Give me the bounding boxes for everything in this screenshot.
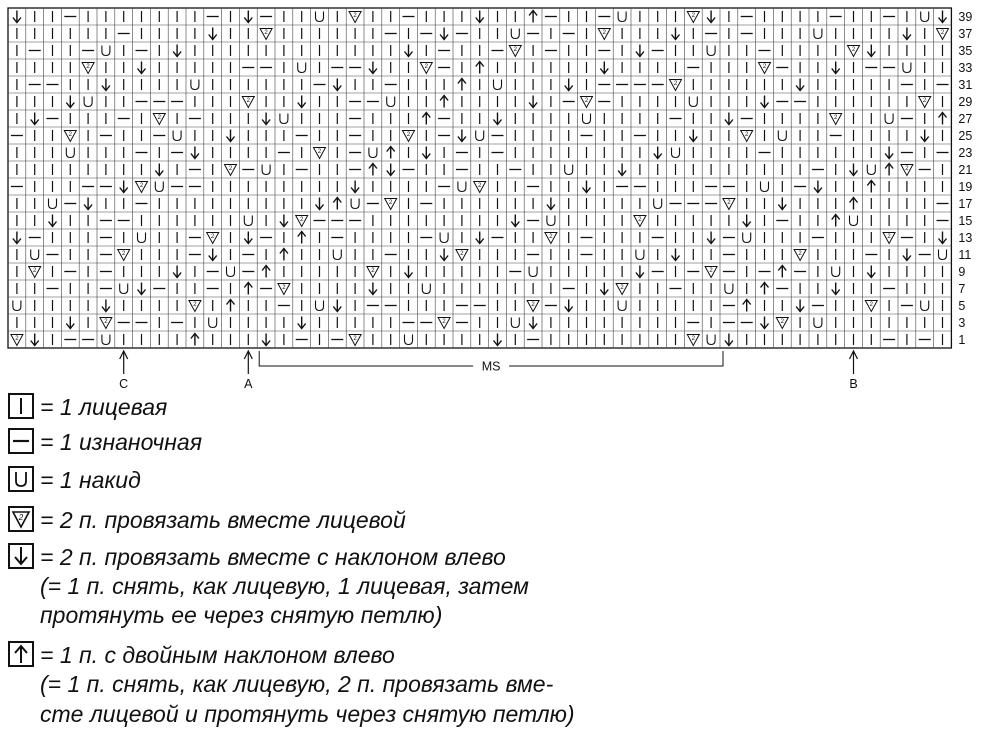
svg-text:2: 2 [798, 251, 802, 257]
legend-ssk-text: = 2 п. провязать вместе с наклоном влево [40, 544, 506, 570]
legend-ssk [8, 543, 506, 571]
legend-ssk-cont-2: протянуть ее через снятую петлю) [40, 602, 443, 628]
svg-text:2: 2 [15, 336, 19, 342]
row-number-label: 15 [958, 214, 973, 228]
legend-purl-text: = 1 изнаночная [40, 429, 202, 455]
svg-text:2: 2 [834, 115, 838, 121]
row-number-label: 17 [958, 197, 973, 211]
double-dec-symbol-icon [8, 641, 34, 667]
ssk-symbol-icon [8, 543, 34, 569]
svg-text:2: 2 [709, 268, 713, 274]
svg-text:2: 2 [762, 64, 767, 70]
svg-text:2: 2 [122, 251, 126, 257]
legend-yarn-over [8, 466, 141, 494]
marker-label: A [244, 377, 253, 391]
svg-text:2: 2 [406, 132, 411, 138]
row-number-label: 11 [958, 248, 972, 262]
row-number-label: 3 [958, 316, 966, 330]
row-number-label: 9 [958, 265, 966, 279]
svg-text:2: 2 [353, 13, 357, 19]
svg-text:2: 2 [531, 302, 535, 308]
row-number-label: 19 [958, 180, 973, 194]
legend-double-dec-cont-1: (= 1 п. снять, как лицевую, 2 п. провязать вме- [40, 671, 554, 697]
svg-text:2: 2 [638, 217, 642, 223]
svg-text:2: 2 [300, 217, 304, 223]
row-number-label: 27 [958, 112, 973, 126]
svg-text:2: 2 [513, 47, 517, 53]
svg-text:2: 2 [602, 30, 606, 36]
legend-knit-text: = 1 лицевая [40, 394, 168, 420]
svg-text:2: 2 [549, 234, 553, 240]
svg-text:2: 2 [745, 132, 749, 138]
legend-ssk-cont-1: (= 1 п. снять, как лицевую, 1 лицевая, затем [40, 573, 529, 599]
svg-text:2: 2 [869, 302, 873, 308]
legend-double-dec-text: = 1 п. с двойным наклоном влево [40, 642, 395, 668]
row-number-label: 25 [958, 129, 973, 143]
svg-text:2: 2 [691, 13, 695, 19]
svg-text:2: 2 [851, 47, 856, 53]
k2tog-symbol-icon [8, 506, 34, 532]
svg-text:2: 2 [584, 98, 589, 104]
legend-yarn-over-text: = 1 накид [40, 467, 141, 493]
svg-text:2: 2 [33, 268, 37, 274]
row-number-label: 37 [958, 27, 973, 41]
svg-text:2: 2 [193, 302, 197, 308]
row-number-label: 33 [958, 61, 973, 75]
svg-text:2: 2 [317, 149, 322, 155]
row-numbers [958, 10, 972, 347]
marker-label: C [119, 377, 129, 391]
svg-text:2: 2 [780, 319, 784, 325]
svg-text:2: 2 [442, 319, 446, 325]
legend-k2tog [8, 506, 406, 534]
svg-text:2: 2 [18, 513, 24, 522]
marker-b [849, 351, 857, 391]
legend-double-dec-cont-2: сте лицевой и протянуть через снятую петлю) [40, 701, 575, 727]
ms-bracket [259, 351, 723, 374]
svg-text:2: 2 [478, 183, 482, 189]
row-number-label: 13 [958, 231, 973, 245]
row-number-label: 31 [958, 78, 973, 92]
legend-k2tog-text: = 2 п. провязать вместе лицевой [40, 507, 406, 533]
svg-text:2: 2 [673, 81, 678, 87]
legend-double-dec [8, 641, 395, 669]
svg-text:2: 2 [211, 234, 215, 240]
svg-text:2: 2 [460, 251, 464, 257]
svg-text:2: 2 [923, 98, 927, 104]
ms-label: MS [481, 359, 501, 374]
svg-text:2: 2 [691, 336, 695, 342]
row-number-label: 35 [958, 44, 973, 58]
ms-bracket-right [509, 351, 723, 366]
purl-symbol-icon [8, 428, 34, 454]
ms-bracket-left [259, 351, 473, 366]
row-number-label: 29 [958, 95, 973, 109]
legend-purl [8, 428, 202, 456]
knit-symbol-icon [8, 393, 34, 419]
svg-text:2: 2 [353, 336, 357, 342]
marker-a [244, 351, 253, 391]
svg-text:2: 2 [157, 115, 161, 121]
svg-text:2: 2 [389, 200, 393, 206]
svg-text:2: 2 [371, 268, 375, 274]
svg-text:2: 2 [104, 319, 108, 325]
row-number-label: 23 [958, 146, 973, 160]
svg-text:2: 2 [246, 98, 250, 104]
svg-text:2: 2 [727, 200, 731, 206]
chart-grid [8, 8, 951, 348]
row-number-label: 7 [958, 282, 966, 296]
svg-text:2: 2 [228, 166, 233, 172]
svg-text:2: 2 [887, 234, 891, 240]
svg-text:2: 2 [424, 64, 428, 70]
yarn-over-symbol-icon [8, 466, 34, 492]
marker-c [119, 351, 128, 391]
svg-text:2: 2 [905, 166, 909, 172]
legend-knit [8, 393, 167, 421]
row-number-label: 1 [958, 333, 966, 347]
row-number-label: 39 [958, 10, 973, 24]
row-number-label: 5 [958, 299, 966, 313]
svg-text:2: 2 [940, 30, 945, 36]
svg-text:2: 2 [86, 64, 90, 70]
svg-text:2: 2 [282, 285, 286, 291]
row-number-label: 21 [958, 163, 973, 177]
svg-text:2: 2 [264, 30, 268, 36]
svg-text:2: 2 [68, 132, 72, 138]
svg-text:2: 2 [620, 285, 624, 291]
svg-text:2: 2 [139, 183, 144, 189]
marker-label: B [849, 377, 858, 391]
